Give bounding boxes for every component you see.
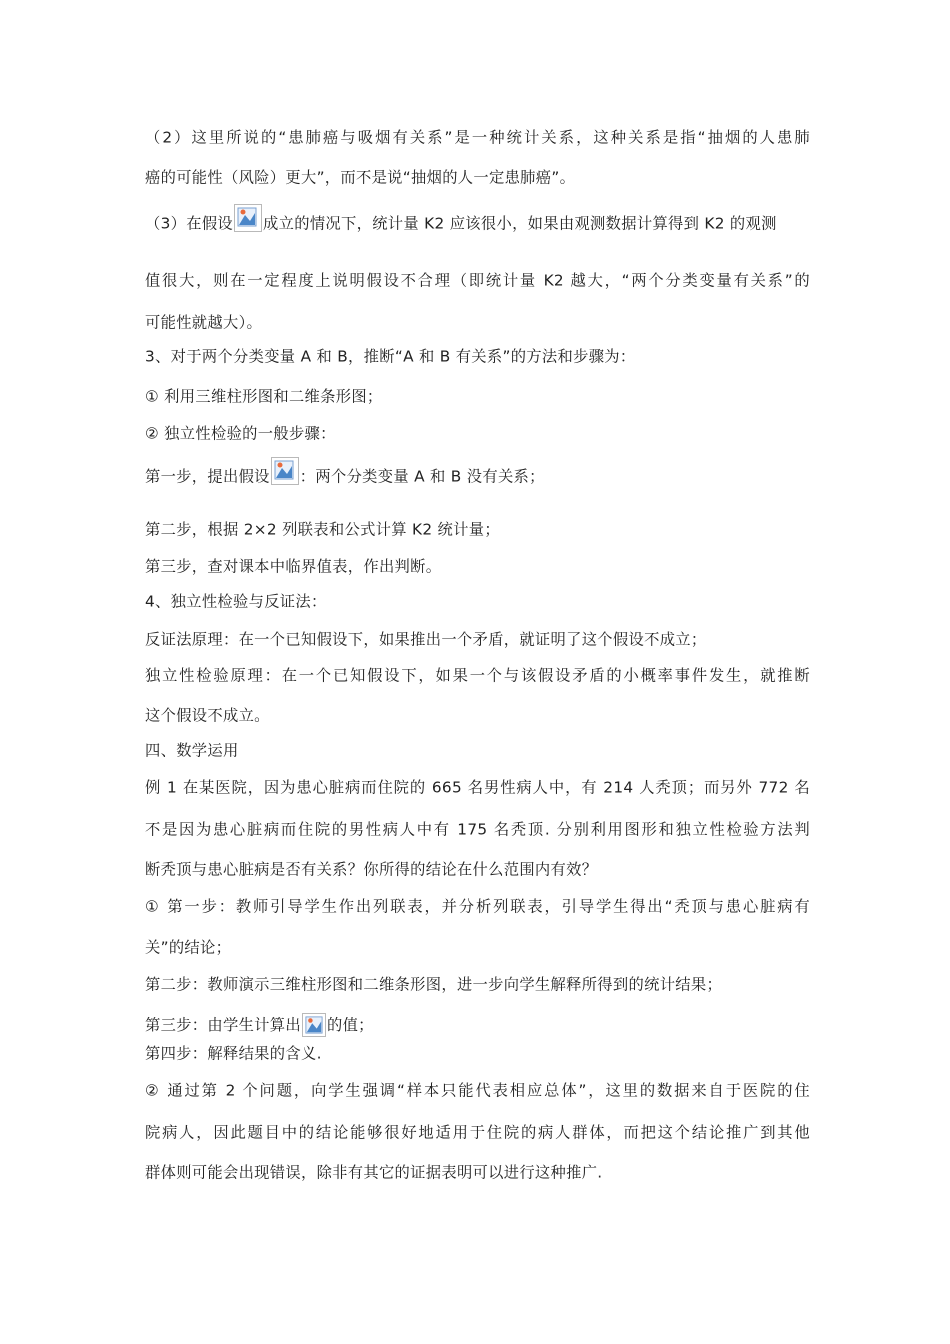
paragraph-line: 第一步，提出假设 ：两个分类变量 A 和 B 没有关系； xyxy=(145,466,810,487)
paragraph-line: 可能性就越大）。 xyxy=(145,313,263,332)
paragraph-line: （2）这里所说的“患肺癌与吸烟有关系”是一种统计关系，这种关系是指“抽烟的人患肺 xyxy=(145,128,810,147)
paragraph-line: 关”的结论； xyxy=(145,938,232,957)
formula-image-icon xyxy=(302,1013,326,1037)
paragraph-line: （3）在假设 成立的情况下，统计量 K2 应该很小，如果由观测数据计算得到 K2 的观测 xyxy=(145,213,810,234)
paragraph-line: 第四步：解释结果的含义. xyxy=(145,1044,322,1063)
paragraph-line: ① 利用三维柱形图和二维条形图； xyxy=(145,387,383,406)
paragraph-line: ② 独立性检验的一般步骤： xyxy=(145,424,336,443)
paragraph-line: ② 通过第 2 个问题，向学生强调“样本只能代表相应总体”，这里的数据来自于医院的住 xyxy=(145,1081,810,1100)
paragraph-line: 第二步，根据 2×2 列联表和公式计算 K2 统计量； xyxy=(145,520,500,539)
formula-image-icon xyxy=(234,204,262,232)
paragraph-line: 第三步：由学生计算出 的值； xyxy=(145,1013,810,1037)
paragraph-line: 3、对于两个分类变量 A 和 B，推断“A 和 B 有关系”的方法和步骤为： xyxy=(145,347,636,366)
paragraph-line: 反证法原理：在一个已知假设下，如果推出一个矛盾，就证明了这个假设不成立； xyxy=(145,630,707,649)
paragraph-line: 癌的可能性（风险）更大”，而不是说“抽烟的人一定患肺癌”。 xyxy=(145,168,576,187)
paragraph-line: 群体则可能会出现错误，除非有其它的证据表明可以进行这种推广. xyxy=(145,1163,603,1182)
paragraph-line: 不是因为患心脏病而住院的男性病人中有 175 名秃顶. 分别利用图形和独立性检验方法判 xyxy=(145,820,810,839)
paragraph-line: 院病人，因此题目中的结论能够很好地适用于住院的病人群体，而把这个结论推广到其他 xyxy=(145,1123,810,1142)
paragraph-line: 例 1 在某医院，因为患心脏病而住院的 665 名男性病人中，有 214 人秃顶；而另外 772 名 xyxy=(145,778,810,797)
paragraph-line: 独立性检验原理：在一个已知假设下，如果一个与该假设矛盾的小概率事件发生，就推断 xyxy=(145,666,810,685)
paragraph-line: 第二步：教师演示三维柱形图和二维条形图，进一步向学生解释所得到的统计结果； xyxy=(145,975,723,994)
section-heading: 四、数学运用 xyxy=(145,741,239,760)
paragraph-line: 断秃顶与患心脏病是否有关系？你所得的结论在什么范围内有效？ xyxy=(145,860,598,879)
paragraph-line: ① 第一步：教师引导学生作出列联表，并分析列联表，引导学生得出“秃顶与患心脏病有 xyxy=(145,897,810,916)
paragraph-line: 这个假设不成立。 xyxy=(145,706,270,725)
paragraph-line: 第三步，查对课本中临界值表，作出判断。 xyxy=(145,557,442,576)
formula-image-icon xyxy=(271,457,299,485)
paragraph-line: 4、独立性检验与反证法： xyxy=(145,592,327,611)
paragraph-line: 值很大，则在一定程度上说明假设不合理（即统计量 K2 越大，“两个分类变量有关系”的 xyxy=(145,271,810,290)
